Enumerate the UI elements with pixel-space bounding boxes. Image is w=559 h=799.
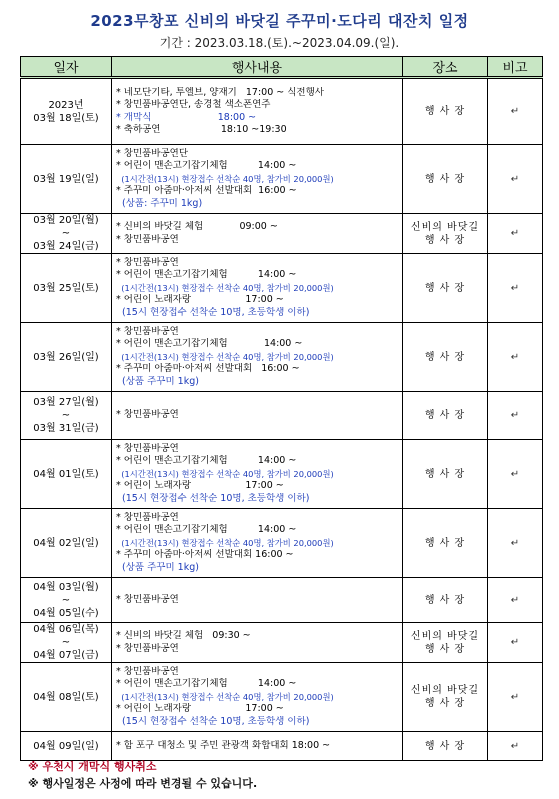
row-date [21,623,112,663]
place-line: 행 사 장 [424,410,466,421]
date-line: 04월 09일(일) [33,740,99,752]
row-place [403,509,488,578]
table-row [21,145,543,214]
event-line: * 어린이 맨손고기잡기체험 14:00 ~ [116,524,297,536]
date-line: ~ [61,228,71,239]
row-date [21,392,112,440]
row-date [21,78,112,145]
event-line: (15시 현장접수 선착순 10명, 초등학생 이하) [116,492,310,504]
row-place [403,732,488,761]
table-row [21,732,543,761]
event-line: * 네모단기타, 투엘브, 양재기 17:00 ~ 식전행사 [116,86,324,98]
row-date [21,254,112,323]
date-line: 04월 05일(수) [33,607,99,619]
date-line: 03월 19일(일) [33,173,99,185]
row-place [403,440,488,509]
date-line: ~ [61,637,71,648]
row-place [403,578,488,623]
event-line: (1시간전(13시) 현장접수 선착순 40명, 참가비 20,000원) [116,351,334,362]
table-row [21,392,543,440]
row-content [112,440,403,509]
date-line: 03월 20일(월) [33,215,99,226]
header-note: 비고 [488,57,543,78]
event-line: (상품 주꾸미 1kg) [116,561,199,573]
row-note: ↵ [488,509,543,578]
table-header-row [21,57,543,78]
event-line: (1시간전(13시) 현장접수 선착순 40명, 참가비 20,000원) [116,468,334,479]
event-line: * 창민품바공연 [116,409,179,421]
table-row [21,78,543,145]
row-content [112,623,403,663]
row-date [21,732,112,761]
row-place [403,78,488,145]
place-line: 행 사 장 [424,643,466,655]
date-line: 04월 06일(목) [33,624,99,635]
row-content [112,145,403,214]
footer-note-change: ※ 행사일정은 사정에 따라 변경될 수 있습니다. [28,777,258,790]
event-line: * 어린이 맨손고기잡기체험 14:00 ~ [116,455,297,467]
event-line: (상품 주꾸미 1kg) [116,375,199,387]
date-line: 04월 08일(토) [33,691,99,703]
date-line: 03월 31일(금) [33,423,99,434]
event-line: * 함 포구 대청소 및 주민 관광객 화합대회 18:00 ~ [116,739,331,751]
row-place [403,145,488,214]
table-row [21,440,543,509]
event-line: * 어린이 맨손고기잡기체험 14:00 ~ [116,338,303,350]
row-content [112,214,403,254]
event-line: * 창민품바공연단, 송경철 색소폰연주 [116,99,271,111]
row-note: ↵ [488,440,543,509]
row-note: ↵ [488,663,543,732]
event-line: (1시간전(13시) 현장접수 선착순 40명, 참가비 20,000원) [116,537,334,548]
table-row [21,509,543,578]
row-place [403,214,488,254]
date-line: 03월 27일(월) [33,397,99,408]
table-row [21,254,543,323]
row-date [21,578,112,623]
event-line: * 창민품바공연 [116,256,179,268]
place-line: 행 사 장 [424,106,466,117]
date-line: ~ [61,594,71,606]
row-content [112,78,403,145]
event-line: * 어린이 노래자랑 17:00 ~ [116,480,284,492]
table-row [21,323,543,392]
row-content [112,323,403,392]
event-line: * 창민품바공연 [116,642,179,654]
event-line: * 창민품바공연단 [116,147,189,159]
row-note: ↵ [488,254,543,323]
schedule-table [20,56,543,761]
row-place [403,254,488,323]
event-line: * 어린이 노래자랑 17:00 ~ [116,294,284,306]
row-note: ↵ [488,214,543,254]
header-content: 행사내용 [112,57,403,78]
date-line: 2023년 [48,99,84,111]
place-line: 신비의 바닷길 [410,221,480,233]
date-line: 03월 25일(토) [33,282,99,294]
date-line: 03월 26일(일) [33,351,99,363]
date-line: 04월 02일(일) [33,537,99,549]
row-date [21,145,112,214]
event-line: * 창민품바공연 [116,325,179,337]
date-line: 04월 07일(금) [33,650,99,661]
place-line: 행 사 장 [424,740,466,752]
place-line: 행 사 장 [424,468,466,480]
row-note: ↵ [488,145,543,214]
event-line: (1시간전(13시) 현장접수 선착순 40명, 참가비 20,000원) [116,173,334,184]
date-line: 03월 24일(금) [33,241,99,252]
row-note: ↵ [488,623,543,663]
place-line: 신비의 바닷길 [410,685,480,696]
event-line: (15시 현장접수 선착순 10명, 초등학생 이하) [116,306,310,318]
table-row [21,663,543,732]
event-line: * 어린이 맨손고기잡기체험 14:00 ~ [116,678,297,690]
header-place: 장소 [403,57,488,78]
table-row [21,578,543,623]
event-line: * 창민품바공연 [116,593,179,605]
event-line: * 창민품바공연 [116,511,179,523]
table-row [21,214,543,254]
event-line: * 주꾸미 아줌마·아저씨 선발대회 16:00 ~ [116,549,294,561]
date-line: 03월 18일(토) [33,112,99,124]
row-place [403,323,488,392]
row-date [21,509,112,578]
place-line: 행 사 장 [424,173,466,185]
row-content [112,663,403,732]
place-line: 행 사 장 [424,234,466,246]
row-place [403,623,488,663]
event-line: * 주꾸미 아줌마·아저씨 선발대회 16:00 ~ [116,185,297,197]
event-line: * 창민품바공연 [116,442,179,454]
date-line: ~ [61,410,71,421]
date-line: 04월 03일(월) [33,581,99,593]
event-line: * 신비의 바닷길 체험 09:30 ~ [116,630,251,642]
place-line: 행 사 장 [424,282,466,294]
row-content [112,578,403,623]
row-date [21,663,112,732]
row-note: ↵ [488,323,543,392]
row-date [21,214,112,254]
event-line: (상품: 주꾸미 1kg) [116,197,203,209]
place-line: 신비의 바닷길 [410,630,480,642]
row-note: ↵ [488,732,543,761]
row-content [112,509,403,578]
event-line: (1시간전(13시) 현장접수 선착순 40명, 참가비 20,000원) [116,691,334,702]
row-place [403,663,488,732]
event-line: (15시 현장접수 선착순 10명, 초등학생 이하) [116,715,310,727]
row-note: ↵ [488,392,543,440]
event-line: * 축하공연 18:10 ~19:30 [116,123,287,135]
place-line: 행 사 장 [424,351,466,363]
row-content [112,392,403,440]
row-place [403,392,488,440]
row-note: ↵ [488,78,543,145]
table-row [21,623,543,663]
event-line: * 어린이 맨손고기잡기체험 14:00 ~ [116,160,297,172]
place-line: 행 사 장 [424,537,466,549]
event-line: * 어린이 노래자랑 17:00 ~ [116,703,284,715]
row-date [21,440,112,509]
row-note: ↵ [488,578,543,623]
event-line: * 주꾸미 아줌마·아저씨 선발대회 16:00 ~ [116,363,300,375]
event-line: * 신비의 바닷길 체험 09:00 ~ [116,221,278,233]
event-line: * 창민품바공연 [116,665,179,677]
place-line: 행 사 장 [424,594,466,606]
footer-note-rain: ※ 우천시 개막식 행사취소 [28,760,157,773]
row-content [112,254,403,323]
page-title: 2023무창포 신비의 바닷길 주꾸미·도다리 대잔치 일정 [90,12,469,30]
row-content [112,732,403,761]
event-line: * 개막식 18:00 ~ [116,111,257,123]
schedule-rows [21,78,543,761]
event-period: 기간 : 2023.03.18.(토).~2023.04.09.(일). [159,36,400,50]
header-date: 일자 [21,57,112,78]
event-line: * 어린이 맨손고기잡기체험 14:00 ~ [116,269,297,281]
date-line: 04월 01일(토) [33,468,99,480]
event-line: (1시간전(13시) 현장접수 선착순 40명, 참가비 20,000원) [116,282,334,293]
row-date [21,323,112,392]
place-line: 행 사 장 [424,698,466,709]
event-line: * 창민품바공연 [116,233,179,245]
